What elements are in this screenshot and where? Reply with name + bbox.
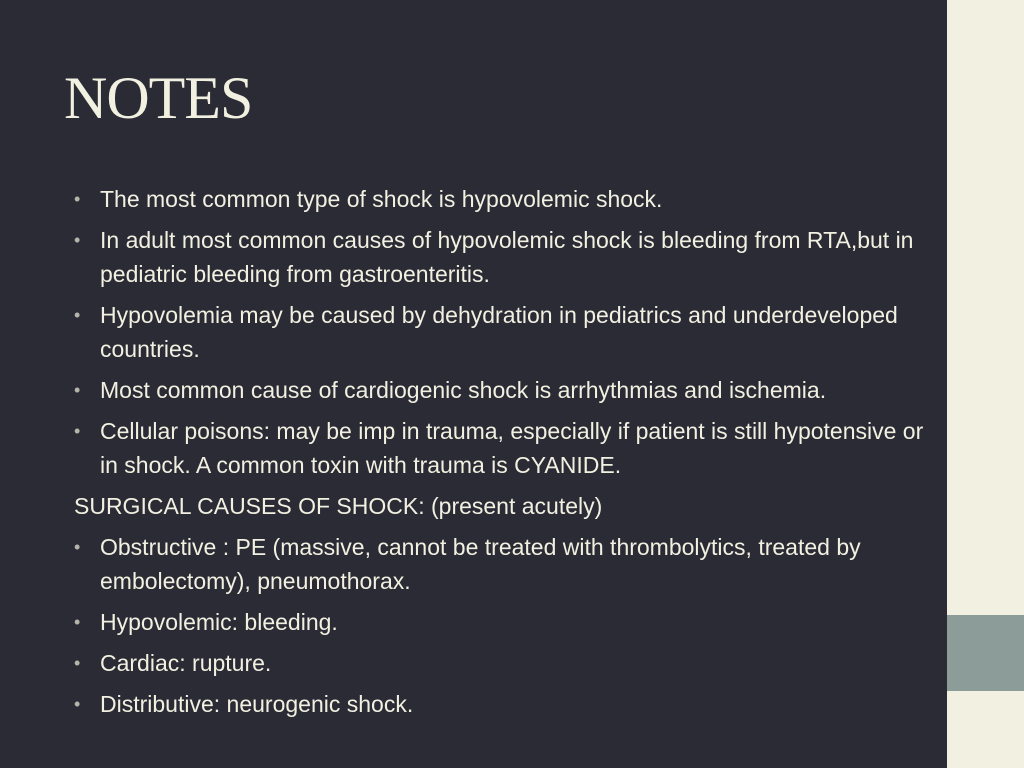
slide-title: NOTES (64, 65, 253, 131)
bullet-item-2 (74, 223, 946, 291)
bullet-text: Cellular poisons: may be imp in trauma, especially if patient is still hypotensive or in shock. A common toxin with trauma is CYANIDE. (100, 418, 924, 478)
bullet-text: The most common type of shock is hypovolemic shock. (100, 186, 663, 212)
bullet-text: In adult most common causes of hypovolemic shock is bleeding from RTA,but in pediatric bleeding from gastroenteritis. (100, 227, 914, 287)
bullet-dot-icon: • (74, 694, 81, 714)
bullet-item-4 (74, 373, 946, 407)
bullet-text: Cardiac: rupture. (100, 650, 272, 676)
bullet-dot-icon: • (74, 380, 81, 400)
bullet-dot-icon: • (74, 305, 81, 325)
bullet-item-7 (74, 605, 946, 639)
bullet-item-1 (74, 182, 946, 216)
bullet-dot-icon: • (74, 230, 81, 250)
bullet-item-8 (74, 646, 946, 680)
slide-content (74, 182, 946, 728)
bullet-text: Hypovolemia may be caused by dehydration in pediatrics and underdeveloped countries. (100, 302, 898, 362)
bullet-text: Hypovolemic: bleeding. (100, 609, 338, 635)
side-accent-block (947, 615, 1024, 691)
bullet-text: Distributive: neurogenic shock. (100, 691, 414, 717)
bullet-dot-icon: • (74, 421, 81, 441)
bullet-text: Obstructive : PE (massive, cannot be treated with thrombolytics, treated by embolectomy), pneumothorax. (100, 534, 861, 594)
bullet-item-9 (74, 687, 946, 721)
bullet-item-3 (74, 298, 946, 366)
bullet-item-6 (74, 530, 946, 598)
bullet-dot-icon: • (74, 189, 81, 209)
bullet-dot-icon: • (74, 537, 81, 557)
bullet-text: Most common cause of cardiogenic shock is arrhythmias and ischemia. (100, 377, 827, 403)
bullet-dot-icon: • (74, 612, 81, 632)
bullet-item-5 (74, 414, 946, 482)
bullet-dot-icon: • (74, 653, 81, 673)
section-heading: SURGICAL CAUSES OF SHOCK: (present acutely) (74, 493, 603, 519)
